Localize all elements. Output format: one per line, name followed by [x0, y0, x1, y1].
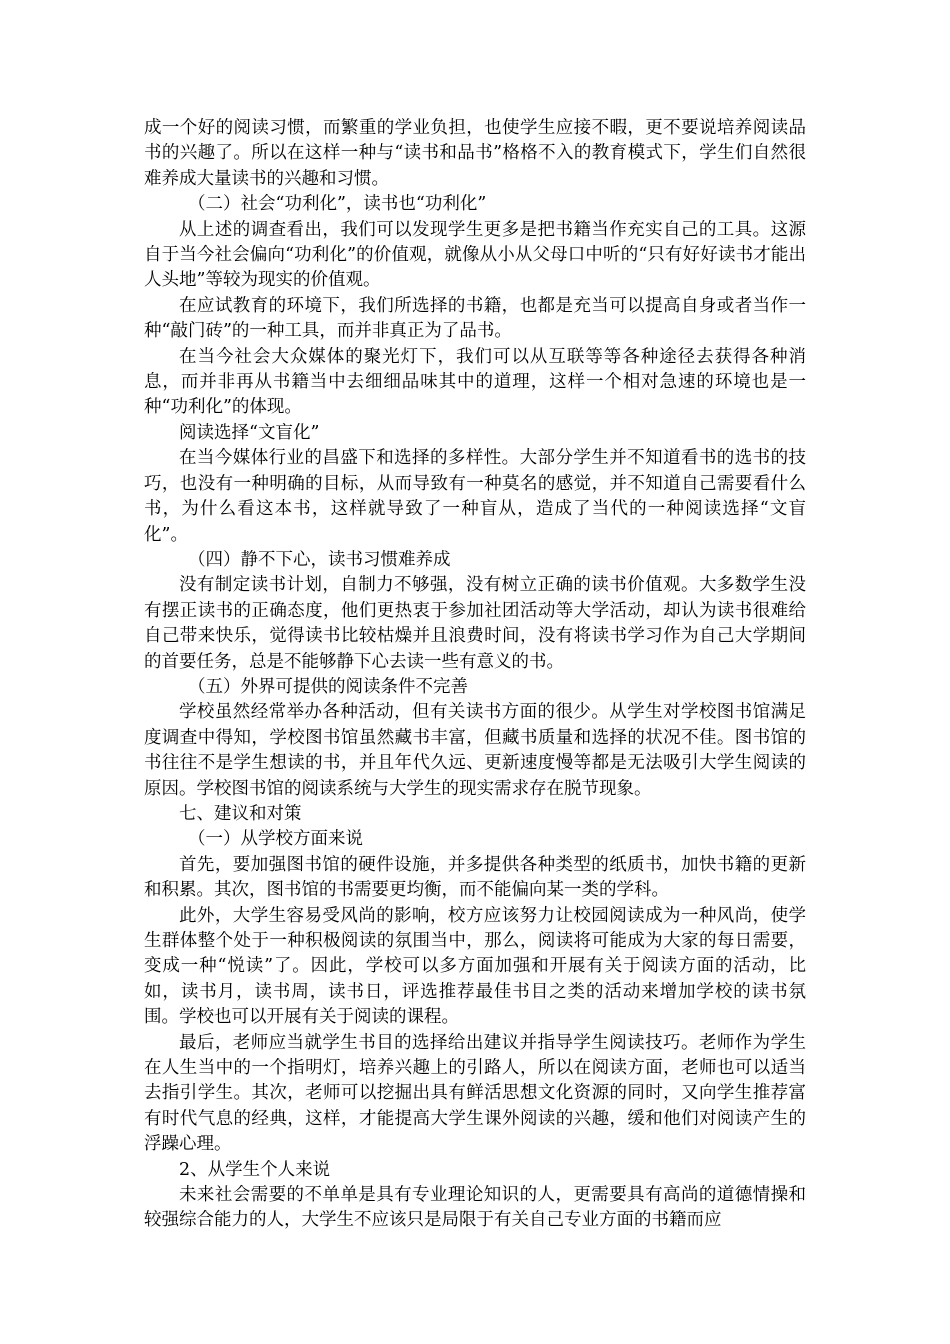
section-heading: 阅读选择“文盲化” [179, 422, 320, 443]
paragraph: 未来社会需要的不单单是具有专业理论知识的人，更需要具有高尚的道德情操和较强综合能力的人，大学生不应该只是局限于有关自己专业方面的书籍而应 [144, 1185, 806, 1231]
paragraph: 在应试教育的环境下，我们所选择的书籍，也都是充当可以提高自身或者当作一种“敲门砖”的一种工具，而并非真正为了品书。 [144, 295, 806, 342]
paragraph: 此外，大学生容易受风尚的影响，校方应该努力让校园阅读成为一种风尚，使学生群体整个处于一种积极阅读的氛围当中，那么，阅读将可能成为大家的每日需要，变成一种“悦读”了。因此，学校可以多方面加强和开展有关于阅读方面的活动，比如，读书月，读书周，读书日，评选推荐最佳书目之类的活动来增加学校的读书氛围。学校也可以开展有关于阅读的课程。 [144, 905, 806, 1028]
paragraph: 首先，要加强图书馆的硬件设施，并多提供各种类型的纸质书，加快书籍的更新和积累。其次，图书馆的书需要更均衡，而不能偏向某一类的学科。 [144, 854, 806, 901]
paragraph: 没有制定读书计划，自制力不够强，没有树立正确的读书价值观。大多数学生没有摆正读书的正确态度，他们更热衷于参加社团活动等大学活动，却认为读书很难给自己带来快乐，觉得读书比较枯燥并且浪费时间，没有将读书学习作为自己大学期间的首要任务，总是不能够静下心去读一些有意义的书。 [144, 575, 806, 672]
section-heading: （二）社会“功利化”，读书也“功利化” [188, 194, 487, 215]
section-heading: （四）静不下心，读书习惯难养成 [188, 549, 451, 570]
section-heading: （五）外界可提供的阅读条件不完善 [188, 676, 468, 697]
chapter-heading: 七、建议和对策 [179, 803, 302, 824]
section-heading: 2、从学生个人来说 [179, 1159, 331, 1180]
paragraph: 在当今媒体行业的昌盛下和选择的多样性。大部分学生并不知道看书的选书的技巧，也没有一种明确的目标，从而导致有一种莫名的感觉，并不知道自己需要看什么书，为什么看这本书，这样就导致了一种盲从，造成了当代的一种阅读选择“文盲化”。 [144, 448, 806, 545]
paragraph: 学校虽然经常举办各种活动，但有关读书方面的很少。从学生对学校图书馆满足度调查中得知，学校图书馆虽然藏书丰富，但藏书质量和选择的状况不佳。图书馆的书往往不是学生想读的书，并且年代久远、更新速度慢等都是无法吸引大学生阅读的原因。学校图书馆的阅读系统与大学生的现实需求存在脱节现象。 [144, 702, 806, 799]
paragraph: 最后，老师应当就学生书目的选择给出建议并指导学生阅读技巧。老师作为学生在人生当中的一个指明灯，培养兴趣上的引路人，所以在阅读方面，老师也可以适当去指引学生。其次，老师可以挖掘出具有鲜活思想文化资源的同时，又向学生推荐富有时代气息的经典，这样，才能提高大学生课外阅读的兴趣，缓和他们对阅读产生的浮躁心理。 [144, 1032, 806, 1155]
section-heading: （一）从学校方面来说 [188, 829, 363, 850]
paragraph: 从上述的调查看出，我们可以发现学生更多是把书籍当作充实自己的工具。这源自于当今社会偏向“功利化”的价值观，就像从小从父母口中听的“只有好好读书才能出人头地”等较为现实的价值观。 [144, 219, 806, 291]
paragraph: 成一个好的阅读习惯，而繁重的学业负担，也使学生应接不暇，更不要说培养阅读品书的兴趣了。所以在这样一种与“读书和品书”格格不入的教育模式下，学生们自然很难养成大量读书的兴趣和习惯。 [144, 118, 806, 189]
paragraph: 在当今社会大众媒体的聚光灯下，我们可以从互联等等各种途径去获得各种消息，而并非再从书籍当中去细细品味其中的道理，这样一个相对急速的环境也是一种“功利化”的体现。 [144, 346, 806, 418]
document-body [144, 116, 806, 1234]
